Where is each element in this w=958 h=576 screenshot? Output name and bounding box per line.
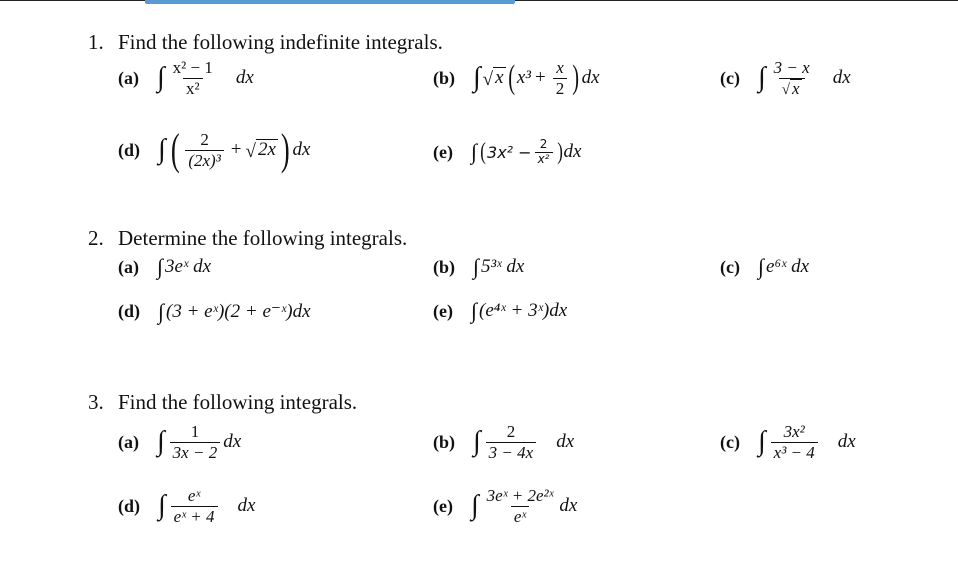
fraction: $\frac{2}{3 - 4x}$ <box>486 422 537 462</box>
integral-sign: ∫ <box>473 426 481 458</box>
q2-item-a: (a) ∫ 3eˣ dx <box>118 254 212 279</box>
fraction: 3 − x √ x <box>773 58 810 99</box>
item-label: (b) <box>433 67 455 88</box>
q1-item-d: (d) ∫ ( $\frac{2}{\text{(2x)³}}$ + √ 2x ) dx <box>118 125 311 174</box>
fraction: $\frac{\text{eˣ}}{\text{eˣ + 4}}$ <box>171 486 218 526</box>
fraction: $\frac{\text{3x²}}{\text{x³ − 4}}$ <box>771 422 818 462</box>
question-text: Determine the following integrals. <box>118 226 408 250</box>
q3-item-d: (d) ∫ $\frac{\text{eˣ}}{\text{eˣ + 4}}$ dx <box>118 486 256 526</box>
top-tab-indicator <box>145 0 515 4</box>
item-label: (c) <box>720 67 740 88</box>
question-text: Find the following indefinite integrals. <box>118 30 443 54</box>
integral-sign: ∫ <box>470 298 478 323</box>
integral-sign: ∫ <box>157 426 165 458</box>
fraction: $\frac{1}{3x - 2}$ <box>170 422 221 462</box>
integral-sign: ∫ <box>158 134 166 165</box>
integral-sign: ∫ <box>157 62 165 94</box>
item-label: (d) <box>118 495 140 516</box>
q2-item-e: (e) ∫ (e⁴ˣ + 3ˣ)dx <box>433 298 568 323</box>
integral-sign: ∫ <box>470 139 478 165</box>
item-label: (e) <box>433 141 453 162</box>
integral-sign: ∫ <box>158 490 166 522</box>
integral-sign: ∫ <box>757 426 766 458</box>
q1-item-b: (b) ∫ √ x ( x³ + $\frac{x}{2}$ ) dx <box>433 58 600 98</box>
square-root: √ 2x <box>245 139 276 162</box>
q3-item-b: (b) ∫ $\frac{2}{3 - 4x}$ dx <box>433 422 575 462</box>
integral-sign: ∫ <box>157 254 164 279</box>
q2-item-b: (b) ∫ 5³ˣ dx <box>433 254 525 279</box>
fraction: $\frac{2}{\text{(2x)³}}$ <box>185 130 223 170</box>
item-label: (c) <box>720 431 740 452</box>
square-root: √ x <box>482 67 504 90</box>
item-label: (b) <box>433 431 455 452</box>
fraction: $\frac{\text{3eˣ + 2e²ˣ}}{\text{eˣ}}$ <box>486 486 554 526</box>
q2-item-c: (c) ∫ e⁶ˣ dx <box>720 254 810 279</box>
integral-sign: ∫ <box>473 254 480 279</box>
q3-item-c: (c) ∫ $\frac{\text{3x²}}{\text{x³ − 4}}$ dx <box>720 422 856 462</box>
q3-item-a: (a) ∫ $\frac{1}{3x - 2}$ dx <box>118 422 242 462</box>
integral-sign: ∫ <box>470 490 479 522</box>
fraction: $\frac{\text{x² − 1}}{\text{x²}}$ <box>172 58 213 98</box>
item-label: (a) <box>118 431 139 452</box>
question-number: 1. <box>88 30 104 54</box>
q1-item-a: (a) ∫ $\frac{\text{x² − 1}}{\text{x²}}$ dx <box>118 58 254 98</box>
fraction: $\frac{2}{\text{x²}}$ <box>535 138 553 167</box>
fraction: $\frac{x}{2}$ <box>553 58 568 98</box>
question-number: 3. <box>88 390 104 414</box>
q1-item-e: (e) ∫ ( 3x² − $\frac{2}{\text{x²}}$ ) dx <box>433 137 582 166</box>
question-1-heading <box>88 30 443 55</box>
integral-sign: ∫ <box>158 298 165 324</box>
question-text: Find the following integrals. <box>118 390 358 414</box>
question-3-heading <box>88 390 357 415</box>
question-number: 2. <box>88 226 104 250</box>
integral-sign: ∫ <box>757 254 765 279</box>
question-2-heading <box>88 226 407 251</box>
q3-item-e: (e) ∫ $\frac{\text{3eˣ + 2e²ˣ}}{\text{eˣ}}$ dx <box>433 486 578 526</box>
item-label: (e) <box>433 300 453 321</box>
item-label: (a) <box>118 67 139 88</box>
q1-item-c: (c) ∫ 3 − x √ x dx <box>720 58 851 99</box>
item-label: (d) <box>118 139 140 160</box>
integral-sign: ∫ <box>473 62 481 94</box>
q2-item-d: (d) ∫ (3 + eˣ)(2 + e⁻ˣ)dx <box>118 298 311 324</box>
item-label: (b) <box>433 256 455 277</box>
item-label: (a) <box>118 256 139 277</box>
item-label: (c) <box>720 256 740 277</box>
item-label: (e) <box>433 495 453 516</box>
item-label: (d) <box>118 301 140 321</box>
integral-sign: ∫ <box>757 62 766 94</box>
